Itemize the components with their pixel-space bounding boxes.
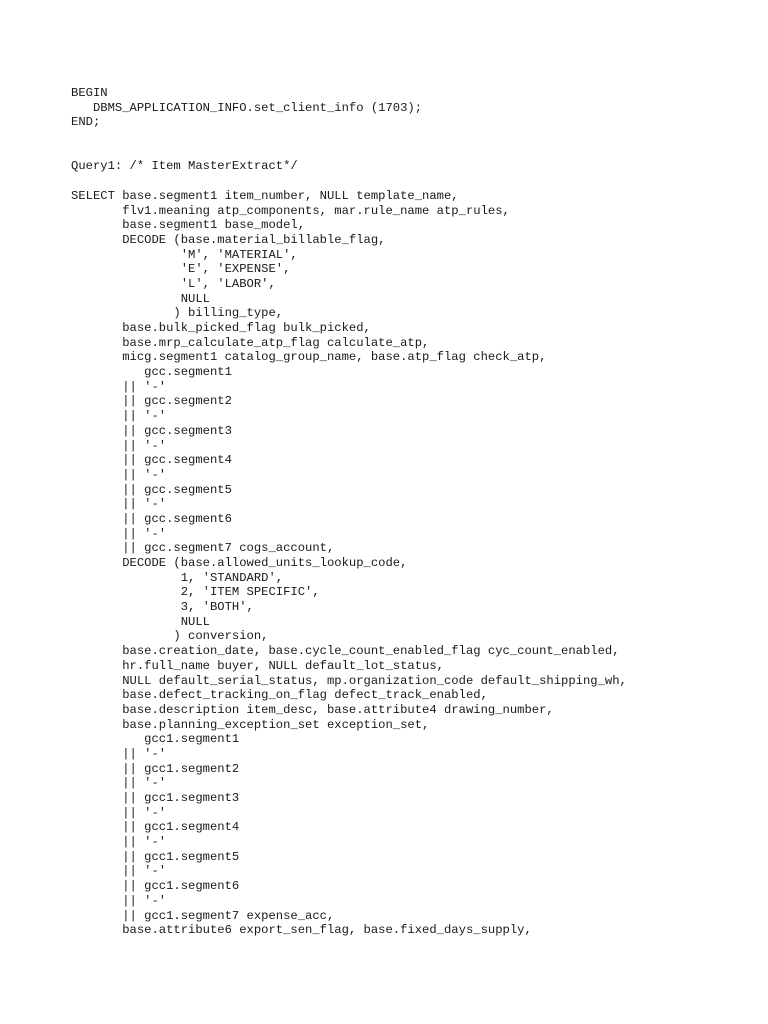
code-line: || '-' — [71, 776, 167, 791]
code-line: DBMS_APPLICATION_INFO.set_client_info (1703); — [71, 100, 423, 115]
code-line: gcc.segment1 — [71, 365, 232, 380]
code-line: flv1.meaning atp_components, mar.rule_name atp_rules, — [71, 203, 510, 218]
code-line: || gcc.segment7 cogs_account, — [71, 541, 335, 556]
code-line: ) conversion, — [71, 629, 269, 644]
code-line: || gcc.segment6 — [71, 511, 232, 526]
code-line: 'M', 'MATERIAL', — [71, 247, 298, 262]
code-line: 2, 'ITEM SPECIFIC', — [71, 585, 320, 600]
code-line: base.defect_tracking_on_flag defect_track_enabled, — [71, 688, 488, 703]
code-line: base.planning_exception_set exception_set, — [71, 717, 430, 732]
code-line: || gcc1.segment4 — [71, 820, 240, 835]
code-line: || '-' — [71, 893, 167, 908]
code-line: NULL — [71, 614, 210, 629]
code-line: || gcc.segment2 — [71, 394, 232, 409]
code-line: 'E', 'EXPENSE', — [71, 262, 291, 277]
code-line: || '-' — [71, 526, 167, 541]
code-line: || gcc1.segment6 — [71, 879, 240, 894]
code-line: 'L', 'LABOR', — [71, 276, 276, 291]
code-line: DECODE (base.allowed_units_lookup_code, — [71, 556, 408, 570]
code-line: || gcc1.segment5 — [71, 849, 240, 864]
code-line: micg.segment1 catalog_group_name, base.atp_flag check_atp, — [71, 350, 547, 365]
code-line: || '-' — [71, 409, 167, 424]
code-line: || '-' — [71, 467, 167, 482]
code-line: base.bulk_picked_flag bulk_picked, — [71, 321, 371, 335]
code-line: base.description item_desc, base.attribute4 drawing_number, — [71, 702, 554, 717]
code-line: || '-' — [71, 805, 167, 820]
code-line: 3, 'BOTH', — [71, 600, 254, 615]
code-line: || gcc.segment4 — [71, 453, 232, 468]
code-line: base.mrp_calculate_atp_flag calculate_atp, — [71, 335, 430, 350]
code-line: base.creation_date, base.cycle_count_enabled_flag cyc_count_enabled, — [71, 644, 620, 659]
code-line: || '-' — [71, 497, 167, 512]
blank-line — [71, 174, 627, 189]
code-line: || '-' — [71, 438, 167, 453]
code-line: || '-' — [71, 835, 167, 850]
code-line: || gcc1.segment7 expense_acc, — [71, 908, 335, 923]
code-line: base.attribute6 export_sen_flag, base.fixed_days_supply, — [71, 923, 532, 938]
code-line: NULL — [71, 291, 210, 306]
code-line: gcc1.segment1 — [71, 732, 240, 747]
code-line: 1, 'STANDARD', — [71, 570, 284, 585]
code-line: || '-' — [71, 379, 167, 394]
code-line: SELECT base.segment1 item_number, NULL template_name, — [71, 188, 459, 203]
blank-line — [71, 145, 627, 160]
code-line: BEGIN — [71, 86, 108, 100]
code-line: NULL default_serial_status, mp.organization_code default_shipping_wh, — [71, 673, 627, 688]
code-line: DECODE (base.material_billable_flag, — [71, 232, 386, 247]
sql-code-block — [71, 86, 627, 938]
code-line: || gcc.segment3 — [71, 423, 232, 438]
code-line: hr.full_name buyer, NULL default_lot_status, — [71, 658, 444, 673]
code-line: || gcc1.segment2 — [71, 761, 240, 776]
blank-line — [71, 130, 627, 145]
code-line: base.segment1 base_model, — [71, 218, 306, 233]
code-line: || gcc.segment5 — [71, 482, 232, 497]
code-line: ) billing_type, — [71, 306, 284, 321]
code-line: END; — [71, 115, 101, 130]
code-line: Query1: /* Item MasterExtract*/ — [71, 159, 298, 174]
code-line: || '-' — [71, 746, 167, 761]
code-line: || gcc1.segment3 — [71, 791, 240, 805]
code-line: || '-' — [71, 864, 167, 879]
